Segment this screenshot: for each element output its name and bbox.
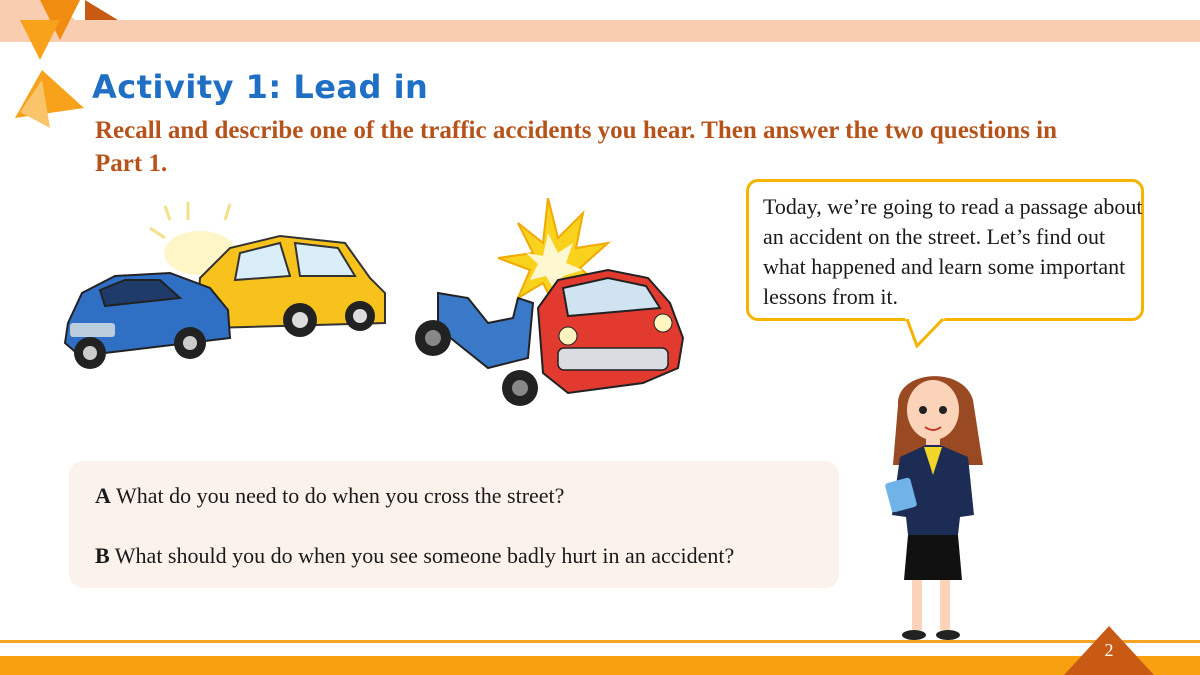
question-a bbox=[95, 483, 564, 509]
question-b-text: What should you do when you see someone badly hurt in an accident? bbox=[109, 543, 735, 568]
question-a-letter: A bbox=[95, 483, 111, 508]
instruction-text: Recall and describe one of the traffic accidents you hear. Then answer the two questions in Part 1. bbox=[95, 117, 1058, 177]
slide-title: Activity 1: Lead in bbox=[92, 68, 429, 106]
car-collision-illustration bbox=[60, 198, 395, 383]
speech-bubble bbox=[746, 179, 1144, 321]
bottom-divider-line bbox=[0, 640, 1200, 643]
questions-box bbox=[69, 461, 839, 588]
teacher-illustration bbox=[878, 365, 988, 643]
speech-bubble-text: Today, we’re going to read a passage about an accident on the street. Let’s find out what happened and learn some important lessons from it. bbox=[763, 194, 1143, 309]
speech-bubble-tail bbox=[905, 316, 945, 348]
top-band bbox=[0, 20, 1200, 42]
page-number: 2 bbox=[1104, 640, 1114, 660]
question-b bbox=[95, 543, 734, 569]
question-b-letter: B bbox=[95, 543, 110, 568]
motorbike-collision-illustration bbox=[408, 198, 693, 413]
question-a-text: What do you need to do when you cross the street? bbox=[110, 483, 565, 508]
bottom-band bbox=[0, 656, 1200, 675]
